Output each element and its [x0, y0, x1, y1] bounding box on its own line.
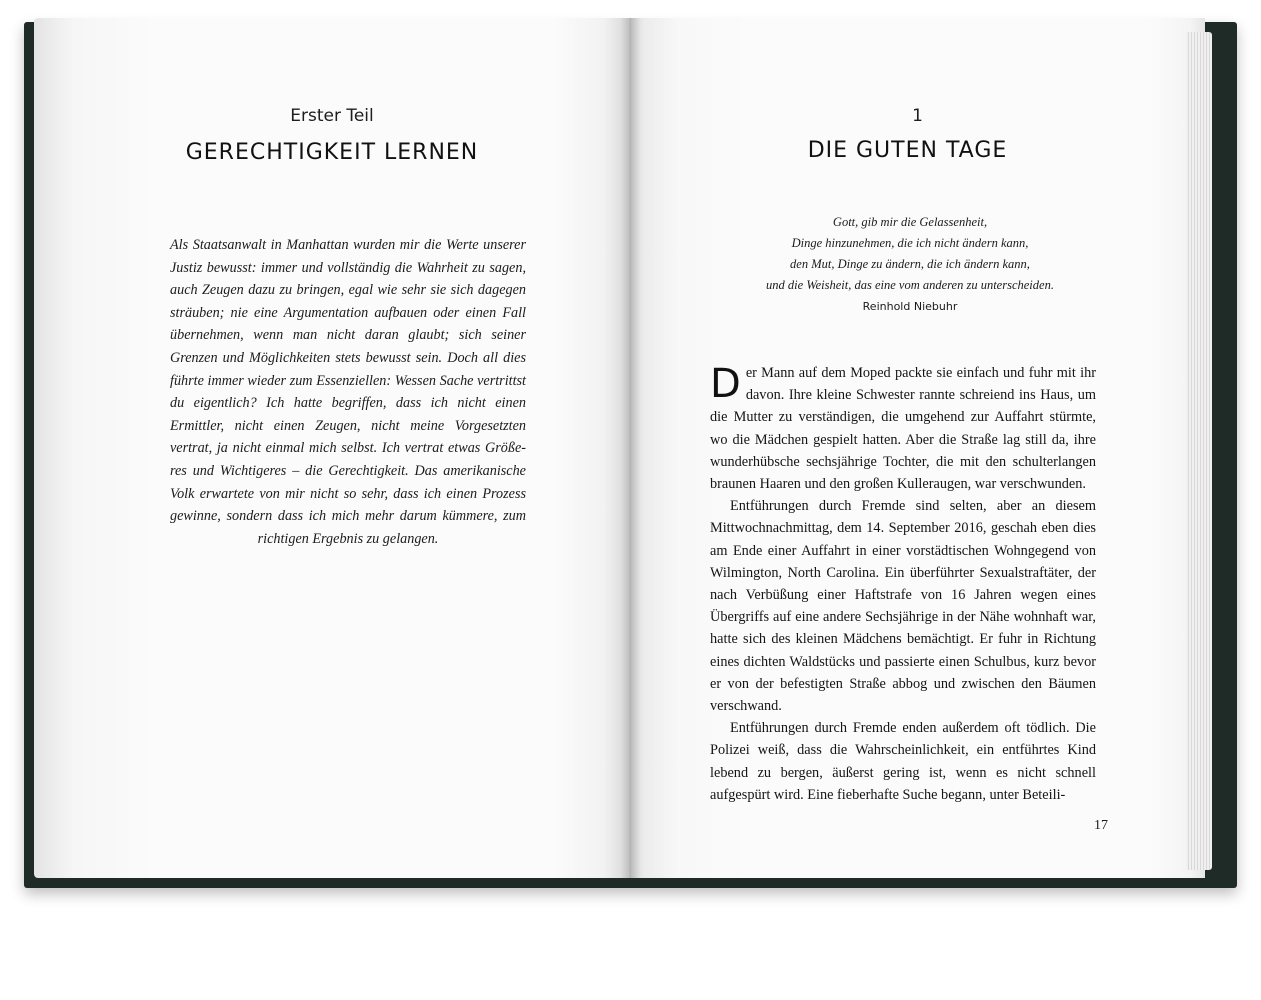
chapter-number: 1 [912, 106, 923, 126]
epigraph-author: Reinhold Niebuhr [862, 300, 958, 313]
epigraph-line: Dinge hinzunehmen, die ich nicht ändern kann, [791, 236, 1029, 250]
paragraph: Entführungen durch Fremde sind selten, aber an diesem Mittwochnachmittag, dem 14. September 2016, geschah eben dies am Ende einer Auffahrt in einer vorstädtischen Wohngegend von Wilmington, North Carolina. Ein überführter Sexualstraftäter, der nach Verbüßung einer Haftstrafe von 16 Jahren wegen eines Übergriffs auf eine andere Sechsjährige in der Nähe wohnhaft war, hatte sich des kleinen Mädchens bemächtigt. Er fuhr in Richtung eines dichten Waldstücks und passierte einen Schulbus, kurz bevor er von der befestigten Straße abbog und zwischen den Bäumen verschwand. [710, 498, 1096, 715]
epigraph-line: und die Weisheit, das eine vom anderen zu unterscheiden. [766, 278, 1054, 292]
right-page [630, 18, 1205, 878]
epigraph-line: den Mut, Dinge zu ändern, die ich ändern kann, [790, 257, 1030, 271]
page-number: 17 [1094, 818, 1108, 833]
book-gutter [620, 18, 640, 878]
paragraph-text: er Mann auf dem Moped packte sie einfach und fuhr mit ihr davon. Ihre kleine Schwester rannte schreiend ins Haus, um die Mutter zu verständigen, die umgehend zur Auffahrt stürmte, wo die Mädchen gespielt hatten. Aber die Straße lag still da, ihre wunderhübsche sechsjährige Tochter, die mit den schulterlangen braunen Haaren und den großen Kulleraugen, war verschwunden. [710, 365, 1096, 493]
page-edge-stack [1186, 32, 1212, 870]
part-label: Erster Teil [290, 106, 374, 126]
paragraph [710, 362, 1096, 495]
part-introduction: Als Staatsanwalt in Manhattan wurden mir die Werte unserer Justiz bewusst: immer und vollständig die Wahrheit zu sagen, auch Zeugen dazu zu bringen, egal wie sehr sie sich dagegen sträuben; nie eine Argumentation aufbauen oder einen Fall übernehmen, wenn man nicht daran glaubt; sich seiner Grenzen und Möglichkeiten stets bewusst sein. Doch all dies führte immer wieder zum Essenziellen: Wessen Sache vertrittst du eigentlich? Ich hatte begriffen, dass ich nicht einen Ermittler, nicht einen Zeugen, nicht meine Vorgesetzten vertrat, ja nicht einmal mich selbst. Ich vertrat etwas Größeres und Wichtigeres – die Gerechtigkeit. Das amerikanische Volk erwartete von mir nicht so sehr, dass ich einen Prozess gewinne, sondern dass ich mich mehr darum kümmere, zum richtigen Ergebnis zu gelangen. [170, 237, 526, 547]
part-title: GERECHTIGKEIT LERNEN [185, 140, 479, 165]
paragraph: Entführungen durch Fremde enden außerdem oft tödlich. Die Polizei weiß, dass die Wahrscheinlichkeit, ein entführtes Kind lebend zu bergen, äußerst gering ist, wenn es nicht schnell aufgespürt wird. Eine fieberhafte Suche begann, unter Beteili- [710, 720, 1096, 803]
chapter-body [710, 362, 1096, 806]
left-page [34, 18, 630, 878]
epigraph-line: Gott, gib mir die Gelassenheit, [832, 215, 988, 229]
epigraph [670, 212, 1150, 317]
chapter-title: DIE GUTEN TAGE [807, 138, 1008, 163]
drop-cap: D [710, 361, 741, 407]
